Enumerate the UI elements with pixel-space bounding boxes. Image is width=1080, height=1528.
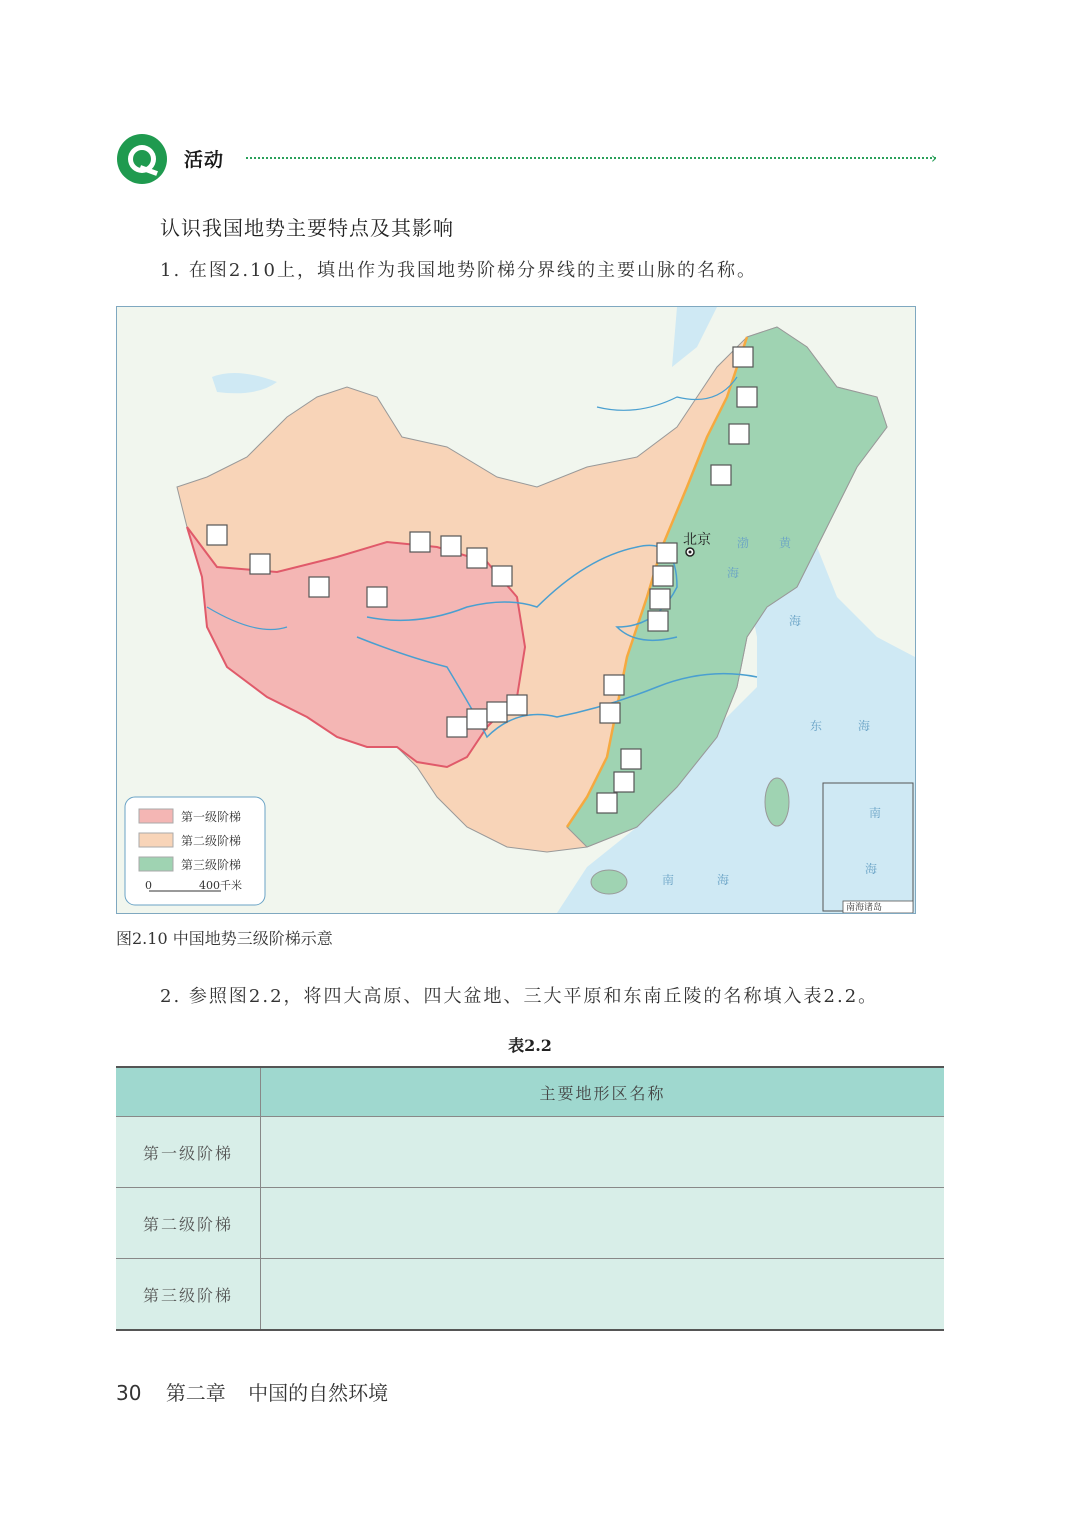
hainan-island xyxy=(591,870,627,894)
blank-box xyxy=(507,695,527,715)
page-number: 30 xyxy=(116,1381,142,1405)
table-header-empty xyxy=(116,1067,261,1117)
table-header-row xyxy=(116,1067,944,1117)
inset-nan-label: 南 xyxy=(869,806,882,820)
activity-header xyxy=(116,133,948,185)
map-legend xyxy=(125,797,265,905)
section-title: 认识我国地势主要特点及其影响 xyxy=(160,216,454,240)
blank-box xyxy=(650,589,670,609)
blank-box xyxy=(729,424,749,444)
blank-box xyxy=(467,709,487,729)
inset-caption: 南海诸岛 xyxy=(846,903,883,913)
blank-box xyxy=(621,749,641,769)
blank-box xyxy=(604,675,624,695)
blank-box xyxy=(657,543,677,563)
activity-icon xyxy=(116,133,168,185)
blank-box xyxy=(447,717,467,737)
blank-box xyxy=(614,772,634,792)
taiwan-island xyxy=(765,778,789,826)
row-label: 第一级阶梯 xyxy=(116,1117,261,1188)
row-answer-cell[interactable] xyxy=(261,1117,945,1188)
chapter-number: 第二章 xyxy=(165,1381,226,1405)
activity-divider xyxy=(246,157,936,159)
blank-box xyxy=(207,525,227,545)
figure-caption: 图2.10 中国地势三级阶梯示意 xyxy=(116,929,333,948)
map-svg xyxy=(117,307,915,913)
blank-box xyxy=(597,793,617,813)
blank-box xyxy=(648,611,668,631)
blank-box xyxy=(467,548,487,568)
legend-label-third: 第三级阶梯 xyxy=(181,858,242,872)
blank-box xyxy=(410,532,430,552)
blank-box xyxy=(487,702,507,722)
blank-box xyxy=(367,587,387,607)
blank-box xyxy=(492,566,512,586)
chapter-title: 中国的自然环境 xyxy=(248,1381,389,1405)
beijing-label: 北京 xyxy=(683,532,711,548)
activity-title: 活动 xyxy=(184,149,225,171)
legend-label-first: 第一级阶梯 xyxy=(181,810,242,824)
bohai-label-2: 海 xyxy=(727,566,740,580)
chevron-right-icon: › xyxy=(931,149,937,167)
legend-swatch-third xyxy=(139,857,173,871)
blank-box xyxy=(250,554,270,574)
question-2: 2. 参照图2.2，将四大高原、四大盆地、三大平原和东南丘陵的名称填入表2.2。 xyxy=(160,986,879,1007)
legend-swatch-second xyxy=(139,833,173,847)
blank-box xyxy=(309,577,329,597)
donghai-label-1: 东 xyxy=(810,719,823,733)
row-answer-cell[interactable] xyxy=(261,1188,945,1259)
nanhai-label-1: 南 xyxy=(662,873,675,887)
row-answer-cell[interactable] xyxy=(261,1259,945,1331)
table-row xyxy=(116,1188,944,1259)
scale-label: 400千米 xyxy=(199,879,242,892)
table-row xyxy=(116,1259,944,1331)
south-china-sea-inset xyxy=(823,783,913,913)
landform-table xyxy=(116,1066,944,1331)
legend-label-second: 第二级阶梯 xyxy=(181,834,242,848)
donghai-label-2: 海 xyxy=(858,719,871,733)
huanghai-label-2: 海 xyxy=(789,614,802,628)
table-title: 表2.2 xyxy=(508,1036,552,1055)
table-row xyxy=(116,1117,944,1188)
nanhai-label-2: 海 xyxy=(717,873,730,887)
inset-hai-label: 海 xyxy=(865,862,878,876)
page-footer xyxy=(116,1377,388,1406)
blank-box xyxy=(600,703,620,723)
blank-box xyxy=(441,536,461,556)
huanghai-label-1: 黄 xyxy=(779,536,792,550)
blank-box xyxy=(711,465,731,485)
question-1: 1. 在图2.10上，填出作为我国地势阶梯分界线的主要山脉的名称。 xyxy=(160,260,757,281)
scale-zero: 0 xyxy=(145,879,152,892)
bohai-label-1: 渤 xyxy=(737,536,750,550)
row-label: 第三级阶梯 xyxy=(116,1259,261,1331)
blank-box xyxy=(737,387,757,407)
blank-box xyxy=(653,566,673,586)
table-header-landform: 主要地形区名称 xyxy=(261,1067,945,1117)
blank-box xyxy=(733,347,753,367)
terrain-steps-map xyxy=(116,306,916,914)
legend-swatch-first xyxy=(139,809,173,823)
row-label: 第二级阶梯 xyxy=(116,1188,261,1259)
